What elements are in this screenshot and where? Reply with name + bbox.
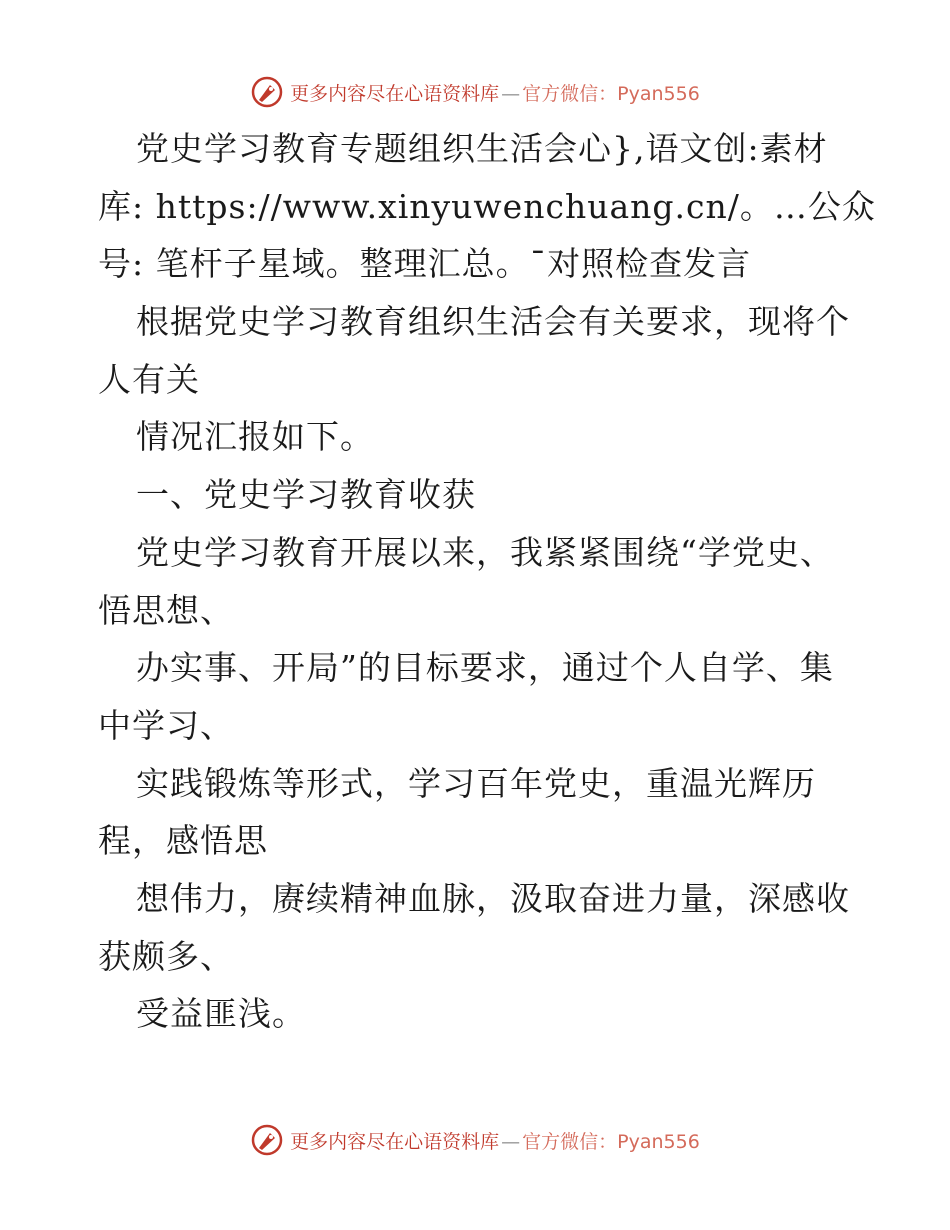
text-line: 悟思想、 [98,590,234,630]
header-banner [0,72,950,112]
banner-dash: — [501,1130,521,1153]
text-line: 根据党史学习教育组织生活会有关要求，现将个 [136,302,850,342]
document-body [98,120,876,1043]
text-line: 一、党史学习教育收获 [136,475,476,515]
text-line: 获颇多、 [98,936,234,976]
banner-title: 更多内容尽在心语资料库 [290,82,500,105]
banner-title: 更多内容尽在心语资料库 [290,1130,500,1153]
pen-nib-logo-icon [250,75,284,109]
text-line: 人有关 [98,359,200,399]
text-line: 号: 笔杆子星域。整理汇总。¯对照检查发言 [98,244,752,284]
footer-banner [0,1120,950,1160]
text-line: 中学习、 [98,705,234,745]
banner-text [290,1127,700,1154]
banner-text [290,79,700,106]
text-line: 想伟力，赓续精神血脉，汲取奋进力量，深感收 [136,878,850,918]
banner-dash: — [501,82,521,105]
text-line: 受益匪浅。 [136,994,306,1034]
text-line: 情况汇报如下。 [136,417,374,457]
text-line: 实践锻炼等形式，学习百年党史，重温光辉历 [136,763,816,803]
text-line: 党史学习教育开展以来，我紧紧围绕“学党史、 [136,532,834,572]
text-line: 库: https://www.xinyuwenchuang.cn/。…公众 [98,186,876,226]
text-line: 办实事、开局”的目标要求，通过个人自学、集 [136,648,834,688]
banner-contact: 官方微信：Pyan556 [522,82,700,105]
text-line: 程，感悟思 [98,821,268,861]
banner-contact: 官方微信：Pyan556 [522,1130,700,1153]
pen-nib-logo-icon [250,1123,284,1157]
text-line: 党史学习教育专题组织生活会心},语文创:素材 [136,129,828,168]
